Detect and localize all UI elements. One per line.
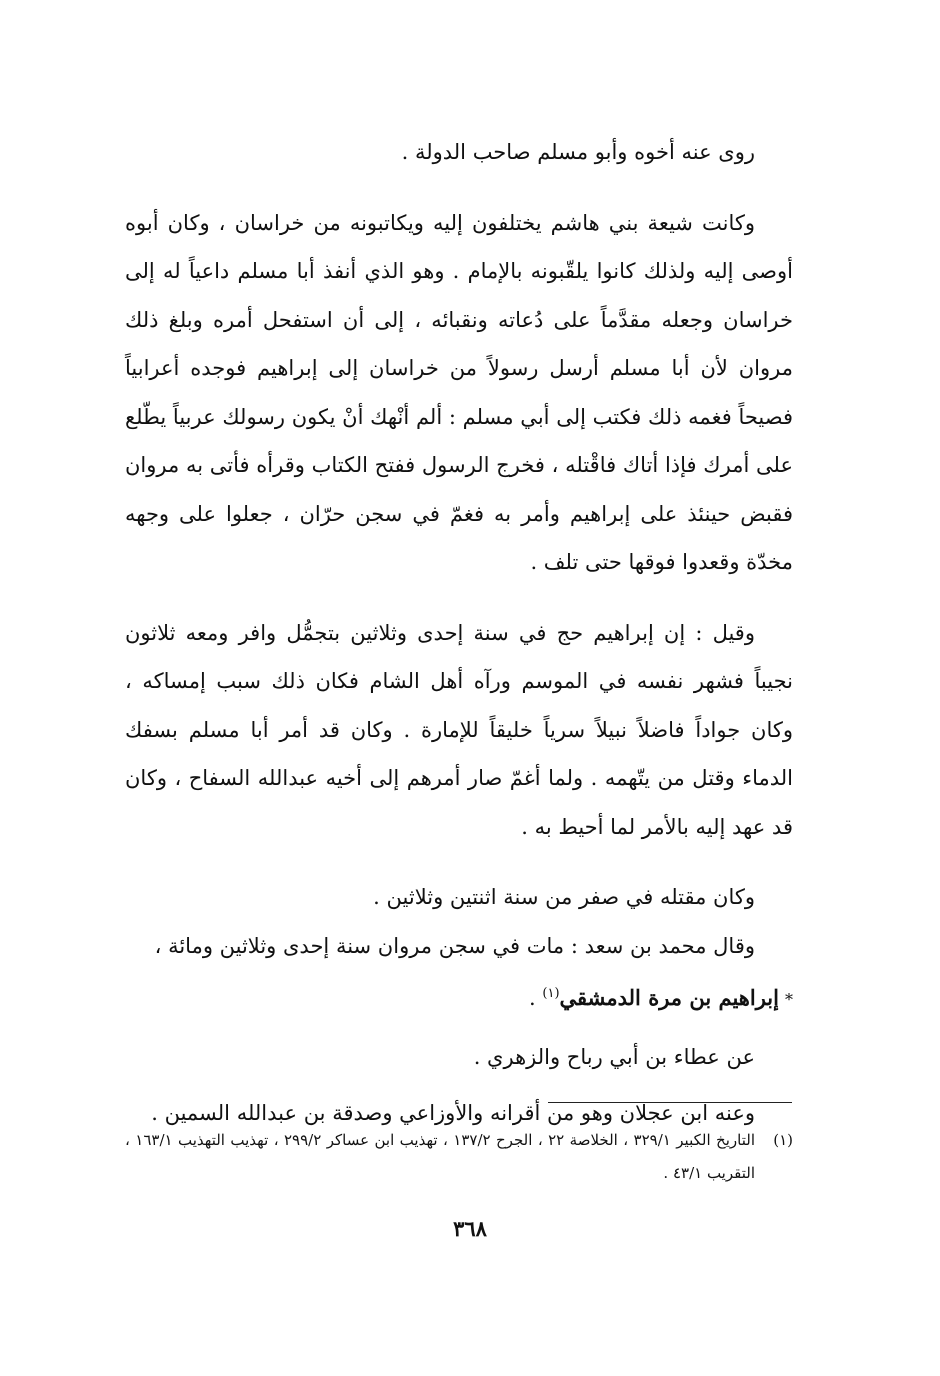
footnote-text: التاريخ الكبير ٣٢٩/١ ، الخلاصة ٢٢ ، الجرح ١٣٧/٢ ، تهذيب ابن عساكر ٢٩٩/٢ ، تهذيب التهذيب ١٦٣/١ ، التقريب ٤٣/١ .: [125, 1131, 755, 1182]
footnote-number: (١): [773, 1131, 793, 1149]
biography-heading: [125, 970, 793, 1025]
biography-heading-end: .: [529, 986, 543, 1010]
footnotes: [125, 1124, 793, 1190]
footnote-divider: [548, 1102, 792, 1103]
narrators-from-line: عن عطاء بن أبي رباح والزهري .: [473, 1044, 755, 1069]
entry-marker: *: [785, 990, 793, 1009]
page-number: ٣٦٨: [453, 1216, 487, 1241]
page-body: [125, 128, 793, 1138]
paragraph-5: وقال محمد بن سعد : مات في سجن مروان سنة إحدى وثلاثين ومائة ،: [154, 933, 755, 958]
paragraph-1: روى عنه أخوه وأبو مسلم صاحب الدولة .: [401, 140, 755, 164]
biography-name: إبراهيم بن مرة الدمشقي: [559, 985, 779, 1010]
footnote-reference[interactable]: (١): [542, 986, 560, 1001]
footnote-1: [125, 1124, 793, 1190]
narrators-to-line: وعنه ابن عجلان وهو من أقرانه والأوزاعي وصدقة بن عبدالله السمين .: [151, 1101, 755, 1125]
paragraph-4: وكان مقتله في صفر من سنة اثنتين وثلاثين .: [373, 885, 755, 909]
paragraph-3: وقيل : إن إبراهيم حج في سنة إحدى وثلاثين بتجمُّل وافر ومعه ثلاثون نجيباً فشهر نفسه في الموسم ورآه أهل الشام فكان ذلك سبب إمساكه ، وكان جواداً فاضلاً نبيلاً سرياً خليقاً للإمارة . وكان قد أمر أبا مسلم بسفك الدماء وقتل من يتّهمه . ولما أغمّ صار أمرهم إلى أخيه عبدالله السفاح ، وكان قد عهد إليه بالأمر لما أحيط به .: [125, 620, 793, 839]
paragraph-2: وكانت شيعة بني هاشم يختلفون إليه ويكاتبونه من خراسان ، وكان أبوه أوصى إليه ولذلك كانوا يلقّبونه بالإمام . وهو الذي أنفذ أبا مسلم داعياً له إلى خراسان وجعله مقدَّماً على دُعاته ونقبائه ، إلى أن استفحل أمره وبلغ ذلك مروان لأن أبا مسلم أرسل رسولاً من خراسان إلى إبراهيم فوجده أعرابياً فصيحاً فغمه ذلك فكتب إلى أبي مسلم : ألم أنْهك أنْ يكون رسولك عربياً يطّلع على أمرك فإذا أتاك فاقْتله ، فخرج الرسول ففتح الكتاب وقرأه فأتى به مروان فقبض حينئذ على إبراهيم وأمر به فغمّ في سجن حرّان ، جعلوا على وجهه مخدّة وقعدوا فوقها حتى تلف .: [125, 210, 793, 574]
